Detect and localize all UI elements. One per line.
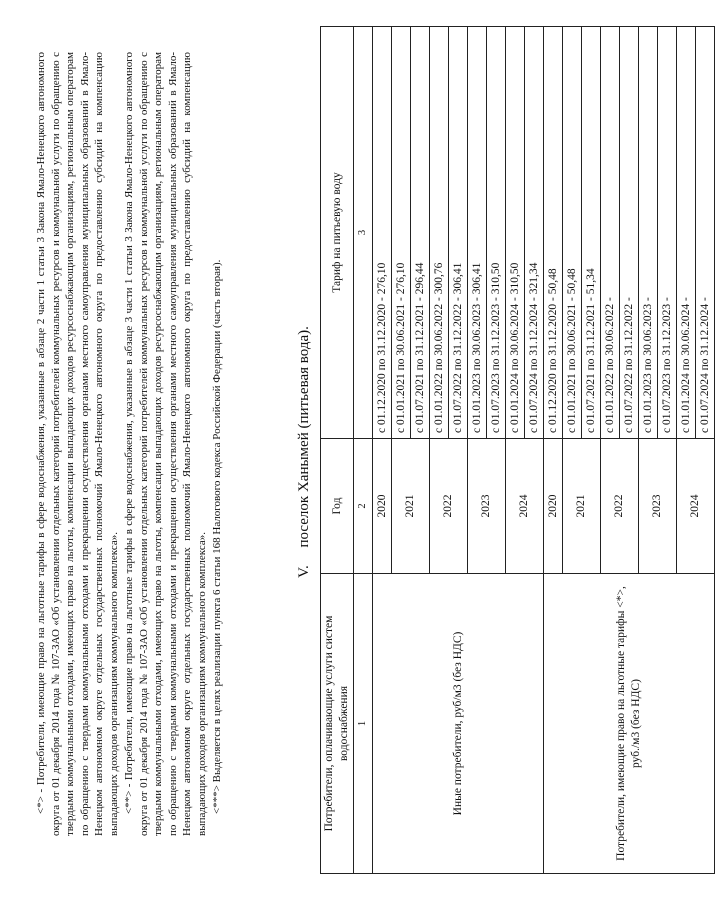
tariff-period-cell: с 01.01.2024 по 30.06.2024 - 310,50 bbox=[506, 27, 525, 439]
footnotes-block bbox=[34, 52, 226, 836]
footnote-1: <*> - Потребители, имеющие право на льготные тарифы в сфере водоснабжения, указанные в абзаце 2 части 1 статьи 3 Закона Ямало-Ненецкого автономного округа от 01 декабря 2014 года № 107-ЗАО «Об установлении отдельных категорий потребителей коммунальных ресурсов и коммунальной услуги по обращению с твердыми коммунальными отходами, имеющих право на льготы, компенсации выпадающих доходов ресурсоснабжающим организациям, региональным операторам по обращению с твердыми коммунальными отходами и прекращении осуществления органами местного самоуправления муниципальных образований в Ямало-Ненецком автономном округе отдельных государственных полномочий Ямало-Ненецкого автономного округа по предоставлению субсидий на компенсацию выпадающих доходов организациям коммунального комплекса». bbox=[35, 52, 120, 836]
header-tariff: Тариф на питьевую воду bbox=[321, 27, 354, 439]
year-cell: 2022 bbox=[601, 439, 639, 574]
tariff-period-cell: с 01.01.2022 по 30.06.2022 - 300,76 bbox=[430, 27, 449, 439]
header-consumers: Потребители, оплачивающие услуги систем водоснабжения bbox=[321, 574, 354, 874]
year-cell: 2020 bbox=[373, 439, 392, 574]
year-cell: 2021 bbox=[563, 439, 601, 574]
tariff-table bbox=[320, 26, 715, 874]
tariff-period-cell: с 01.01.2021 по 30.06.2021 - 276,10 bbox=[392, 27, 411, 439]
tariff-period-cell: с 01.01.2022 по 30.06.2022 - bbox=[601, 27, 620, 439]
tariff-period-cell: с 01.07.2021 по 31.12.2021 - 296,44 bbox=[411, 27, 430, 439]
section-title-text: поселок Ханымей (питьевая вода). bbox=[296, 326, 312, 548]
index-cell-1: 1 bbox=[354, 574, 373, 874]
tariff-period-cell: с 01.12.2020 по 31.12.2020 - 50,48 bbox=[544, 27, 563, 439]
year-cell: 2021 bbox=[392, 439, 430, 574]
index-cell-3: 3 bbox=[354, 27, 373, 439]
tariff-period-cell: с 01.07.2022 по 31.12.2022 - 306,41 bbox=[449, 27, 468, 439]
consumer-category-cell: Потребители, имеющие право на льготные тарифы <*>, руб./м3 (без НДС) bbox=[544, 574, 715, 874]
rotated-document-page bbox=[30, 22, 711, 882]
tariff-period-cell: с 01.01.2021 по 30.06.2021 - 50,48 bbox=[563, 27, 582, 439]
tariff-period-cell: с 01.01.2023 по 30.06.2023 - 306,41 bbox=[468, 27, 487, 439]
tariff-period-cell: с 01.01.2023 по 30.06.2023 - bbox=[639, 27, 658, 439]
table-header-row bbox=[321, 27, 354, 874]
table-row bbox=[373, 27, 392, 874]
tariff-period-cell: с 01.07.2023 по 31.12.2023 - bbox=[658, 27, 677, 439]
section-heading bbox=[295, 22, 315, 882]
table-row bbox=[544, 27, 563, 874]
year-cell: 2024 bbox=[506, 439, 544, 574]
year-cell: 2023 bbox=[639, 439, 677, 574]
tariff-period-cell: с 01.07.2023 по 31.12.2023 - 310,50 bbox=[487, 27, 506, 439]
index-cell-2: 2 bbox=[354, 439, 373, 574]
year-cell: 2024 bbox=[677, 439, 715, 574]
tariff-period-cell: с 01.07.2022 по 31.12.2022 - bbox=[620, 27, 639, 439]
footnote-3: <***> Выделяется в целях реализации пункта 6 статьи 168 Налогового кодекса Российской Федерации (часть вторая). bbox=[211, 259, 224, 814]
tariff-period-cell: с 01.12.2020 по 31.12.2020 - 276,10 bbox=[373, 27, 392, 439]
section-number: V. bbox=[296, 565, 312, 578]
year-cell: 2023 bbox=[468, 439, 506, 574]
consumer-category-cell: Иные потребители, руб/м3 (без НДС) bbox=[373, 574, 544, 874]
tariff-period-cell: с 01.01.2024 по 30.06.2024 - bbox=[677, 27, 696, 439]
year-cell: 2020 bbox=[544, 439, 563, 574]
footnote-2: <**> - Потребители, имеющие право на льготные тарифы в сфере водоснабжения, указанные в абзаце 3 части 1 статьи 3 Закона Ямало-Ненецкого автономного округа от 01 декабря 2014 года № 107-ЗАО «Об установлении отдельных категорий потребителей коммунальных ресурсов и коммунальной услуги по обращению с твердыми коммунальными отходами, имеющих право на льготы, компенсации выпадающих доходов ресурсоснабжающим организациям, региональным операторам по обращению с твердыми коммунальными отходами и прекращении осуществления органами местного самоуправления муниципальных образований в Ямало-Ненецком автономном округе отдельных государственных полномочий Ямало-Ненецкого автономного округа по предоставлению субсидий на компенсацию выпадающих доходов организациям коммунального комплекса». bbox=[123, 52, 208, 836]
tariff-period-cell: с 01.07.2024 по 31.12.2024 - bbox=[696, 27, 715, 439]
table-index-row bbox=[354, 27, 373, 874]
tariff-period-cell: с 01.07.2021 по 31.12.2021 - 51,34 bbox=[582, 27, 601, 439]
tariff-period-cell: с 01.07.2024 по 31.12.2024 - 321,34 bbox=[525, 27, 544, 439]
header-year: Год bbox=[321, 439, 354, 574]
year-cell: 2022 bbox=[430, 439, 468, 574]
